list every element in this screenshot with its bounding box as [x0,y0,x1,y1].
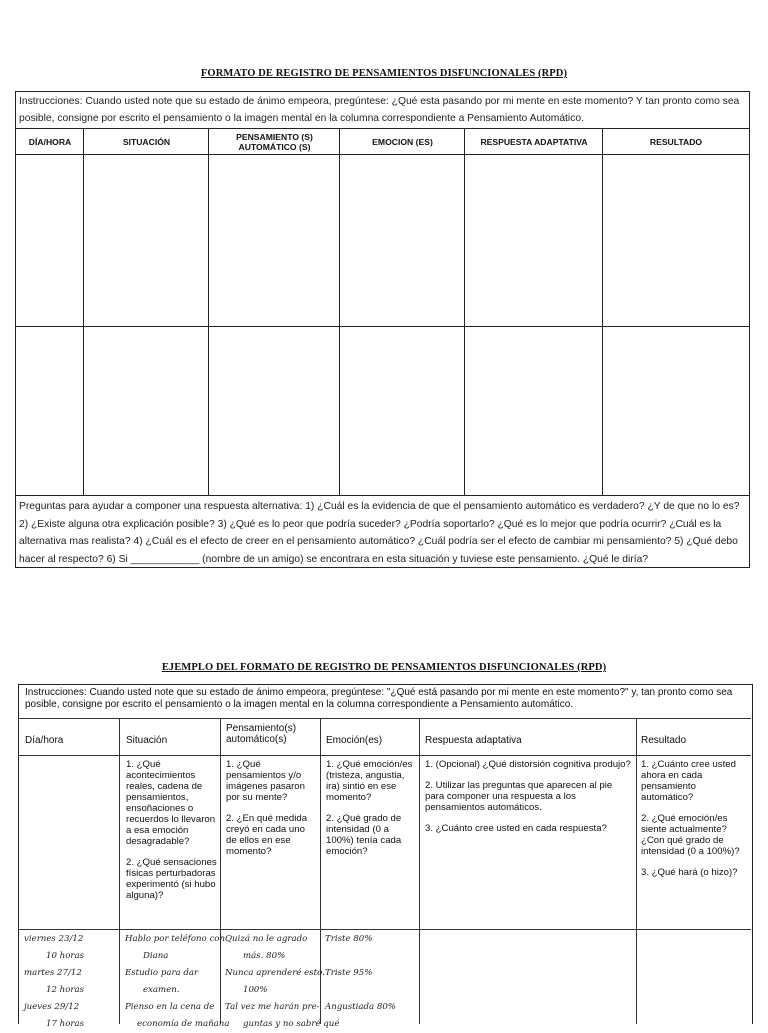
handwritten-line: martes 27/12 [24,968,82,978]
guide-text: 2. ¿Qué emoción/es siente actualmente? ¿Con qué grado de intensidad (0 a 100%)? [641,813,740,857]
form1-questions: Preguntas para ayudar a componer una respuesta alternativa: 1) ¿Cuál es la evidencia de que el pensamiento automático es verdadero? ¿Y de que no lo es? 2) ¿Existe alguna otra explicación posible? 3) ¿Qué es lo peor que podría suceder? ¿Podría soportarlo? ¿Qué es lo mejor que podría ocurrir? ¿Cuál es la alternativa mas realista? 4) ¿Cuál es el efecto de creer en el pensamiento automático? ¿Cuál podría ser el efecto de cambiar mi pensamiento? 5) ¿Qué debo hacer al respecto? 6) Si ____________ (nombre de un amigo) se encontrara en esta situación y tuviese este pensamiento. ¿Qué le diría? [19,501,740,565]
guide-text: 2. ¿Qué sensaciones físicas perturbadoras experimentó (si hubo alguna)? [126,857,217,901]
form1-empty-row [16,155,749,327]
form2-guide-situacion [126,759,220,911]
handwritten-line: 10 horas [46,951,85,961]
form1-header-resultado: RESULTADO [649,136,703,147]
form2-header-respuesta: Respuesta adaptativa [425,735,522,746]
handwritten-line: 12 horas [46,985,85,995]
form2-header-separator [19,755,751,756]
form1-table [15,91,750,568]
form2-guide-resultado [641,759,747,888]
form1-column-divider [339,129,340,496]
guide-text: 1. ¿Qué acontecimientos reales, cadena de pensamientos, ensoñaciones o recuerdos lo llevaron a esa emoción desagradable? [126,759,216,847]
handwritten-line: Pienso en la cena de [125,1002,215,1012]
form2-column-divider [419,718,420,1024]
handwritten-line: Diana [143,951,169,961]
handwritten-line: viernes 23/12 [24,934,84,944]
form2-header-resultado: Resultado [641,735,687,746]
handwritten-line: examen. [143,985,180,995]
form2-title: EJEMPLO DEL FORMATO DE REGISTRO DE PENSAMIENTOS DISFUNCIONALES (RPD) [161,662,607,673]
form2-column-divider [119,718,120,1024]
guide-text: 2. Utilizar las preguntas que aparecen al pie para componer una respuesta a los pensamientos automáticos. [425,780,613,813]
handwritten-situacion [125,931,229,1033]
form1-header-dia-hora: DÍA/HORA [28,136,72,147]
form2-header-situacion: Situación [126,735,168,746]
form1-header-pensamiento: PENSAMIENTO (S) AUTOMÁTICO (S) [236,131,313,152]
form1-column-divider [602,129,603,496]
form2-guide-separator [19,929,751,930]
handwritten-line: Nunca aprenderé esto. [225,968,325,978]
handwritten-pensamiento [225,931,339,1033]
form1-column-divider [464,129,465,496]
handwritten-line: más. 80% [243,951,286,961]
form2-instructions: Instrucciones: Cuando usted note que su estado de ánimo empeora, pregúntese: "¿Qué está pasando por mi mente en este momento?" y, tan pronto como sea posible, consigne por escrito el pensamiento o la imagen mental en la columna correspondiente a Pensamiento automático. [25,687,733,710]
handwritten-dia-hora [24,931,84,1033]
guide-text: 3. ¿Cuánto cree usted en cada respuesta? [425,823,607,834]
form2-separator [19,718,751,719]
form2-header-emocion: Emoción(es) [326,735,383,746]
form1-header-row [16,129,749,155]
guide-text: 1. ¿Qué pensamientos y/o imágenes pasaron por su mente? [226,759,305,803]
guide-text: 1. ¿Qué emoción/es (tristeza, angustia, ira) sintió en ese momento? [326,759,413,803]
guide-text: 1. (Opcional) ¿Qué distorsión cognitiva produjo? [425,759,631,770]
handwritten-line [325,948,396,965]
form2-table [18,684,753,1029]
form2-guide-emocion [326,759,418,867]
handwritten-line: Triste 80% [325,934,373,944]
form1-column-divider [83,129,84,496]
form1-instructions: Instrucciones: Cuando usted note que su estado de ánimo empeora, pregúntese: ¿Qué esta pasando por mi mente en este momento? Y tan pronto como sea posible, consigne por escrito el pensamiento o la imagen mental en la columna correspondiente a Pensamiento Automático. [16,92,749,129]
form1-header-respuesta: RESPUESTA ADAPTATIVA [480,136,588,147]
form1-header-emocion: EMOCION (ES) [372,136,433,147]
handwritten-line: 100% [243,985,268,995]
guide-text: 2. ¿En qué medida creyó en cada uno de ellos en ese momento? [226,813,308,857]
handwritten-line: economía de mañana [137,1019,230,1029]
guide-text: 3. ¿Qué hará (o hizo)? [641,867,738,878]
form1-title: FORMATO DE REGISTRO DE PENSAMIENTOS DISFUNCIONALES (RPD) [200,68,568,79]
form2-guide-pensamiento [226,759,318,867]
guide-text: 2. ¿Qué grado de intensidad (0 a 100%) tenía cada emoción? [326,813,402,857]
form1-empty-row [16,327,749,496]
form1-header-situacion: SITUACIÓN [122,136,171,147]
handwritten-line: Tal vez me harán pre- [225,1002,320,1012]
form2-header-pensamiento: Pensamiento(s) automático(s) [226,723,297,745]
handwritten-line: jueves 29/12 [24,1002,80,1012]
handwritten-emocion [325,931,396,1016]
form2-column-divider [636,718,637,1024]
handwritten-line: guntas y no sabré qué [243,1019,340,1029]
handwritten-line: Quizá no le agrado [225,934,308,944]
handwritten-line: 17 horas [46,1019,85,1029]
guide-text: 1. ¿Cuánto cree usted ahora en cada pensamiento automático? [641,759,736,803]
handwritten-line: Angustiada 80% [325,1002,396,1012]
form2-header-dia-hora: Día/hora [25,735,64,746]
handwritten-line: Estudio para dar [125,968,199,978]
handwritten-line: Triste 95% [325,968,373,978]
form2-guide-respuesta [425,759,631,844]
handwritten-line: Hablo por teléfono con [125,934,225,944]
handwritten-line [325,982,396,999]
form1-column-divider [208,129,209,496]
